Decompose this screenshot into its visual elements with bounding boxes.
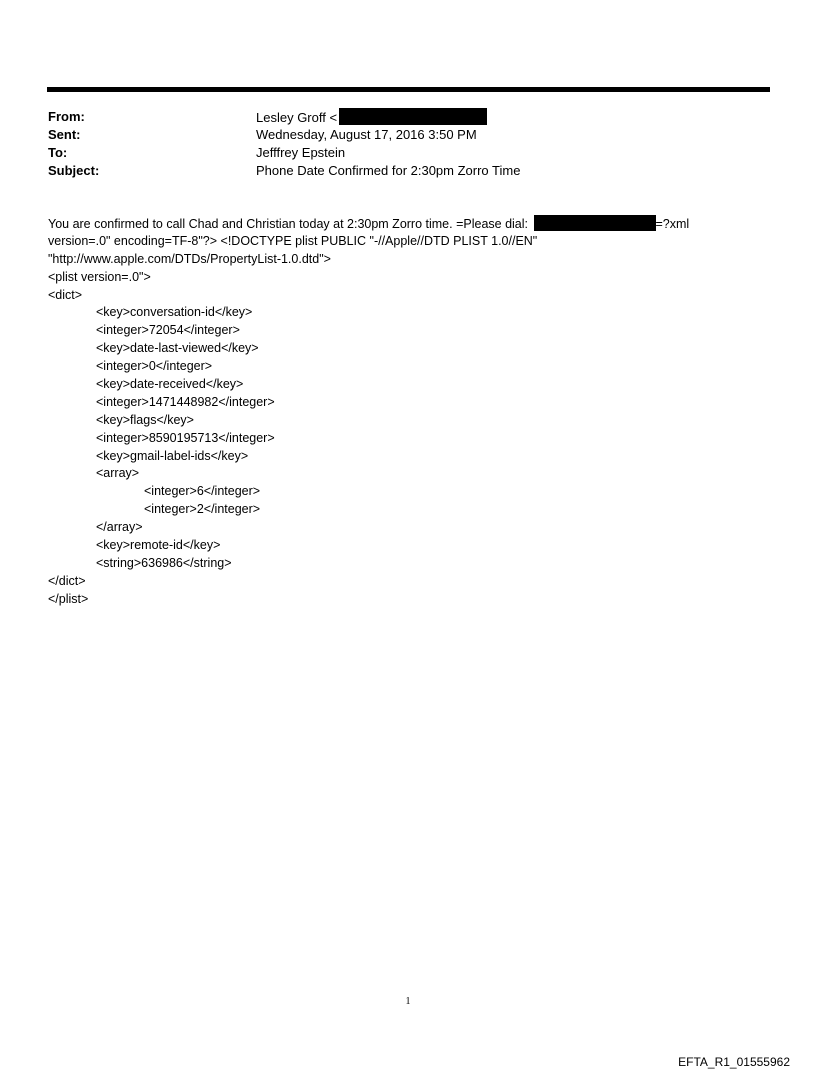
body-line: <dict> (48, 287, 83, 302)
redaction-block (534, 215, 656, 231)
body-line: <array> (96, 466, 140, 481)
body-line: <integer>2</integer> (144, 502, 261, 517)
body-line: <key>gmail-label-ids</key> (96, 448, 249, 463)
subject-row (48, 162, 748, 180)
sent-value: Wednesday, August 17, 2016 3:50 PM (256, 127, 477, 142)
subject-value: Phone Date Confirmed for 2:30pm Zorro Time (256, 163, 521, 178)
body-line: <key>remote-id</key> (96, 538, 221, 553)
page-number: 1 (405, 996, 411, 1007)
body-line: <string>636986</string> (96, 555, 232, 570)
from-row (48, 108, 748, 126)
email-header (48, 108, 748, 180)
body-text: =?xml (655, 217, 690, 231)
body-line: </array> (96, 520, 143, 535)
body-line: <key>date-received</key> (96, 377, 244, 392)
body-line: <key>conversation-id</key> (96, 305, 253, 320)
to-row (48, 144, 748, 162)
body-line: <integer>1471448982</integer> (96, 394, 275, 409)
body-line: <key>flags</key> (96, 412, 194, 427)
sent-row (48, 126, 748, 144)
body-line: </dict> (48, 573, 86, 588)
to-label: To: (48, 145, 68, 160)
body-line (48, 215, 768, 233)
from-label: From: (48, 109, 85, 124)
body-line: <integer>8590195713</integer> (96, 430, 275, 445)
from-sender: Lesley Groff < (256, 110, 338, 125)
sent-label: Sent: (48, 127, 81, 142)
subject-label: Subject: (48, 163, 100, 178)
document-id: EFTA_R1_01555962 (678, 1055, 790, 1069)
body-line: <key>date-last-viewed</key> (96, 341, 259, 356)
body-text: You are confirmed to call Chad and Christian today at 2:30pm Zorro time. =Please dial: (48, 217, 529, 231)
body-line: <plist version=.0"> (48, 269, 151, 284)
body-line: "http://www.apple.com/DTDs/PropertyList-1.0.dtd"> (48, 251, 331, 266)
email-body (48, 215, 768, 609)
body-line: version=.0" encoding=TF-8"?> <!DOCTYPE plist PUBLIC "-//Apple//DTD PLIST 1.0//EN" (48, 233, 538, 248)
body-line: <integer>0</integer> (96, 359, 213, 374)
header-rule (47, 87, 770, 92)
body-line: </plist> (48, 591, 89, 606)
redaction-block (339, 108, 487, 125)
to-value: Jefffrey Epstein (256, 145, 346, 160)
from-value (256, 108, 487, 127)
body-line: <integer>72054</integer> (96, 323, 240, 338)
body-line: <integer>6</integer> (144, 484, 261, 499)
